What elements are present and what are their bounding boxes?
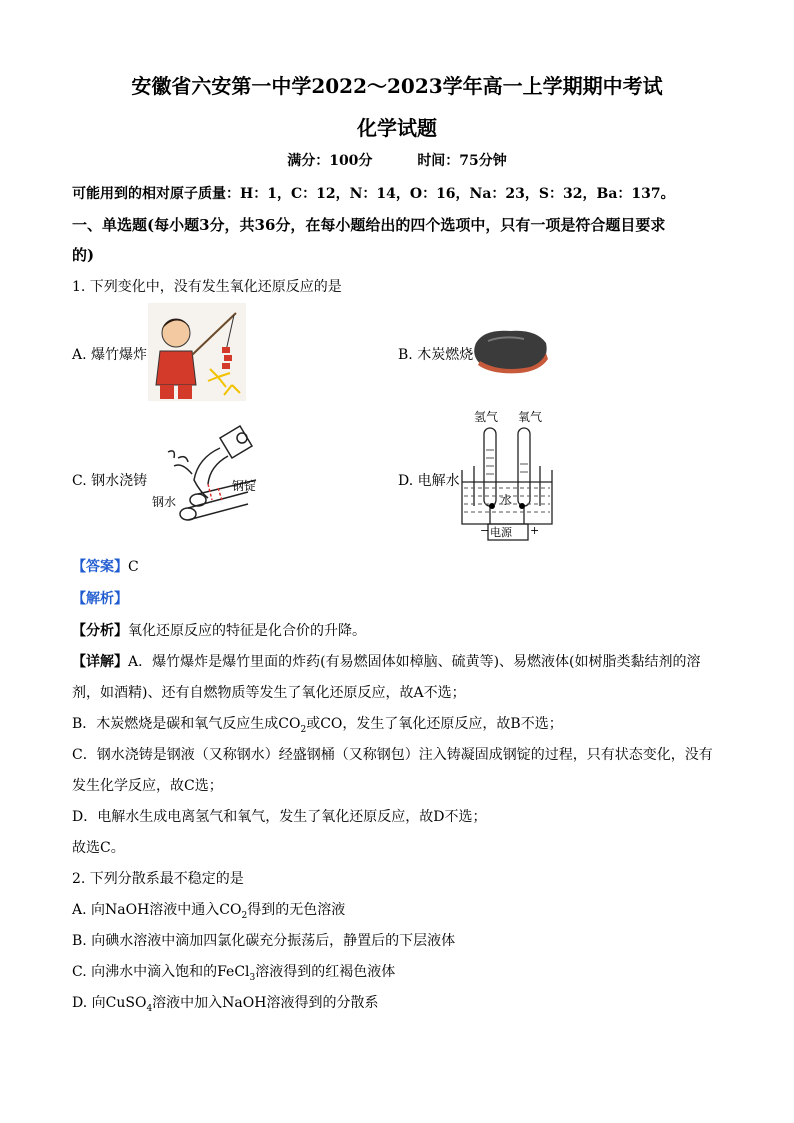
electrolysis-image bbox=[458, 406, 560, 542]
subscript: 4 bbox=[146, 1003, 153, 1014]
firecracker-image bbox=[148, 303, 246, 401]
q2-stem: 2. 下列分散系最不稳定的是 bbox=[72, 871, 244, 887]
exam-time: 时间：75分钟 bbox=[417, 153, 507, 169]
q1-option-a: A. 爆竹爆炸 bbox=[72, 347, 148, 363]
q2-option-c bbox=[72, 961, 395, 983]
exam-subtitle: 化学试题 bbox=[357, 116, 437, 140]
conclusion-line: 故选C。 bbox=[72, 840, 125, 856]
fenxi-tag: 【分析】 bbox=[72, 623, 128, 639]
q2-a-pre: A. 向NaOH溶液中通入CO bbox=[72, 902, 242, 918]
q2-option-a bbox=[72, 899, 345, 921]
q2-option-d bbox=[72, 992, 378, 1014]
section-heading-cont: 的) bbox=[72, 246, 95, 264]
detail-a-line1 bbox=[72, 651, 701, 671]
minus-label: − bbox=[480, 524, 490, 537]
detail-a-line2: 剂，如酒精)、还有自燃物质等发生了氧化还原反应，故A不选； bbox=[72, 685, 466, 701]
q2-a-post: 得到的无色溶液 bbox=[247, 902, 346, 918]
detail-c-line2: 发生化学反应，故C选； bbox=[72, 778, 223, 794]
power-label: 电源 bbox=[490, 526, 512, 539]
xiangjie-tag: 【详解】 bbox=[72, 654, 128, 670]
q2-d-post: 溶液中加入NaOH溶液得到的分散系 bbox=[152, 995, 379, 1011]
fenxi-line bbox=[72, 620, 366, 640]
subscript: 2 bbox=[241, 910, 248, 921]
charcoal-image bbox=[470, 325, 550, 375]
analysis-tag: 【解析】 bbox=[72, 591, 128, 607]
plus-label: + bbox=[530, 524, 540, 537]
answer-tag: 【答案】 bbox=[72, 559, 128, 575]
detail-b-post: 或CO，发生了氧化还原反应，故B不选； bbox=[306, 716, 563, 732]
hydrogen-label: 氢气 bbox=[474, 410, 499, 424]
subscript: 2 bbox=[300, 724, 307, 735]
atomic-masses: 可能用到的相对原子质量：H：1，C：12，N：14，O：16，Na：23，S：32，Ba：137。 bbox=[72, 186, 675, 202]
q2-c-pre: C. 向沸水中滴入饱和的FeCl bbox=[72, 964, 250, 980]
q2-c-post: 溶液得到的红褐色液体 bbox=[255, 964, 396, 980]
q1-option-d: D. 电解水 bbox=[398, 473, 460, 489]
steel-casting-image bbox=[148, 418, 270, 530]
detail-a-text1: A．爆竹爆炸是爆竹里面的炸药(有易燃固体如樟脑、硫黄等)、易燃液体(如树脂类黏结剂的溶 bbox=[128, 654, 701, 670]
detail-c-line1: C．钢水浇铸是钢液（又称钢水）经盛钢桶（又称钢包）注入铸凝固成钢锭的过程，只有状态变化，没有 bbox=[72, 747, 713, 763]
section-heading: 一、单选题(每小题3分，共36分，在每小题给出的四个选项中，只有一项是符合题目要求 bbox=[72, 216, 666, 234]
fenxi-text: 氧化还原反应的特征是化合价的升降。 bbox=[128, 623, 366, 639]
detail-b-line bbox=[72, 713, 563, 735]
exam-meta bbox=[0, 150, 794, 170]
water-label: 水 bbox=[500, 493, 513, 507]
exam-title: 安徽省六安第一中学2022～2023学年高一上学期期中考试 bbox=[131, 74, 663, 98]
detail-b-pre: B．木炭燃烧是碳和氧气反应生成CO bbox=[72, 716, 301, 732]
q1-option-c: C. 钢水浇铸 bbox=[72, 473, 148, 489]
full-score: 满分：100分 bbox=[287, 153, 373, 169]
subscript: 3 bbox=[249, 972, 256, 983]
answer-value: C bbox=[128, 559, 139, 575]
q2-d-pre: D. 向CuSO bbox=[72, 995, 147, 1011]
q1-answer bbox=[72, 556, 139, 576]
q1-stem: 1. 下列变化中，没有发生氧化还原反应的是 bbox=[72, 279, 342, 295]
steel-ingot-label: 钢锭 bbox=[232, 479, 257, 493]
q2-option-b: B. 向碘水溶液中滴加四氯化碳充分振荡后，静置后的下层液体 bbox=[72, 933, 456, 949]
molten-steel-label: 钢水 bbox=[152, 495, 177, 509]
q1-option-b: B. 木炭燃烧 bbox=[398, 347, 474, 363]
detail-d-line: D．电解水生成电离氢气和氧气，发生了氧化还原反应，故D不选； bbox=[72, 809, 487, 825]
oxygen-label: 氧气 bbox=[518, 410, 543, 424]
